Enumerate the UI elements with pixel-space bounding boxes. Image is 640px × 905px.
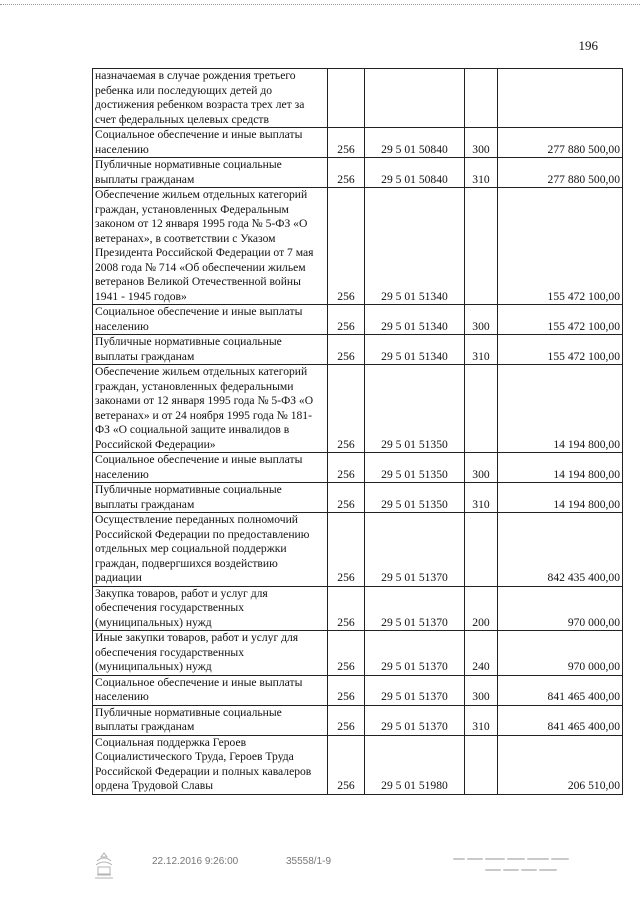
cell-ministry-code: 256 bbox=[328, 705, 365, 735]
budget-table-body bbox=[93, 69, 623, 795]
table-row bbox=[93, 305, 623, 335]
cell-ministry-code: 256 bbox=[328, 335, 365, 365]
cell-expense-type bbox=[465, 735, 498, 794]
cell-ministry-code: 256 bbox=[328, 128, 365, 158]
footer-doc-number: 35558/1-9 bbox=[286, 856, 332, 867]
cell-amount: 842 435 400,00 bbox=[498, 513, 623, 587]
cell-amount: 841 465 400,00 bbox=[498, 675, 623, 705]
cell-name: Социальное обеспечение и иные выплаты населению bbox=[93, 675, 328, 705]
registration-stamp-icon bbox=[452, 852, 572, 876]
cell-amount: 14 194 800,00 bbox=[498, 483, 623, 513]
cell-expense-type: 240 bbox=[465, 631, 498, 676]
cell-target-article: 29 5 01 51340 bbox=[365, 188, 465, 305]
cell-expense-type: 300 bbox=[465, 453, 498, 483]
cell-name: Социальное обеспечение и иные выплаты населению bbox=[93, 128, 328, 158]
cell-expense-type: 310 bbox=[465, 158, 498, 188]
cell-ministry-code: 256 bbox=[328, 188, 365, 305]
cell-ministry-code: 256 bbox=[328, 513, 365, 587]
cell-amount: 155 472 100,00 bbox=[498, 305, 623, 335]
cell-name: назначаемая в случае рождения третьего ребенка или последующих детей до достижения ребенком возраста трех лет за счет федеральных целевых средств bbox=[93, 69, 328, 128]
budget-table bbox=[92, 68, 623, 795]
cell-target-article: 29 5 01 51350 bbox=[365, 365, 465, 453]
cell-amount: 277 880 500,00 bbox=[498, 128, 623, 158]
footer-date: 22.12.2016 9:26:00 bbox=[152, 856, 239, 867]
cell-ministry-code: 256 bbox=[328, 483, 365, 513]
cell-expense-type: 310 bbox=[465, 483, 498, 513]
cell-name: Публичные нормативные социальные выплаты гражданам bbox=[93, 335, 328, 365]
cell-amount: 14 194 800,00 bbox=[498, 365, 623, 453]
cell-expense-type: 300 bbox=[465, 305, 498, 335]
cell-amount: 277 880 500,00 bbox=[498, 158, 623, 188]
cell-amount: 970 000,00 bbox=[498, 586, 623, 631]
cell-expense-type: 200 bbox=[465, 586, 498, 631]
top-scan-line bbox=[0, 4, 640, 5]
table-row bbox=[93, 513, 623, 587]
cell-ministry-code: 256 bbox=[328, 735, 365, 794]
cell-expense-type bbox=[465, 365, 498, 453]
table-row bbox=[93, 69, 623, 128]
table-row bbox=[93, 735, 623, 794]
cell-ministry-code: 256 bbox=[328, 631, 365, 676]
page-number: 196 bbox=[578, 38, 598, 53]
cell-target-article: 29 5 01 51370 bbox=[365, 675, 465, 705]
cell-expense-type bbox=[465, 513, 498, 587]
cell-amount: 14 194 800,00 bbox=[498, 453, 623, 483]
cell-name: Иные закупки товаров, работ и услуг для обеспечения государственных (муниципальных) нужд bbox=[93, 631, 328, 676]
cell-target-article bbox=[365, 69, 465, 128]
cell-target-article: 29 5 01 51340 bbox=[365, 335, 465, 365]
cell-amount: 970 000,00 bbox=[498, 631, 623, 676]
table-row bbox=[93, 705, 623, 735]
cell-target-article: 29 5 01 51980 bbox=[365, 735, 465, 794]
cell-name: Социальное обеспечение и иные выплаты населению bbox=[93, 453, 328, 483]
cell-amount: 155 472 100,00 bbox=[498, 335, 623, 365]
cell-expense-type bbox=[465, 69, 498, 128]
cell-name: Закупка товаров, работ и услуг для обеспечения государственных (муниципальных) нужд bbox=[93, 586, 328, 631]
cell-ministry-code: 256 bbox=[328, 586, 365, 631]
cell-target-article: 29 5 01 50840 bbox=[365, 158, 465, 188]
cell-target-article: 29 5 01 51340 bbox=[365, 305, 465, 335]
table-row bbox=[93, 365, 623, 453]
table-row bbox=[93, 158, 623, 188]
cell-ministry-code: 256 bbox=[328, 675, 365, 705]
cell-name: Публичные нормативные социальные выплаты гражданам bbox=[93, 705, 328, 735]
cell-name: Обеспечение жильем отдельных категорий граждан, установленных Федеральным законом от 12 января 1995 года № 5-ФЗ «О ветеранах», в соответствии с Указом Президента Российской Федерации от 7 мая 2008 года № 714 «Об обеспечении жильем ветеранов Великой Отечественной войны 1941 - 1945 годов» bbox=[93, 188, 328, 305]
cell-amount: 841 465 400,00 bbox=[498, 705, 623, 735]
cell-target-article: 29 5 01 51350 bbox=[365, 483, 465, 513]
cell-target-article: 29 5 01 51350 bbox=[365, 453, 465, 483]
cell-amount: 206 510,00 bbox=[498, 735, 623, 794]
cell-target-article: 29 5 01 50840 bbox=[365, 128, 465, 158]
table-row bbox=[93, 188, 623, 305]
cell-amount bbox=[498, 69, 623, 128]
cell-name: Обеспечение жильем отдельных категорий граждан, установленных федеральными законами от 12 января 1995 года № 5-ФЗ «О ветеранах» и от 24 ноября 1995 года № 181-ФЗ «О социальной защите инвалидов в Российской Федерации» bbox=[93, 365, 328, 453]
cell-amount: 155 472 100,00 bbox=[498, 188, 623, 305]
cell-expense-type: 300 bbox=[465, 675, 498, 705]
cell-expense-type: 310 bbox=[465, 705, 498, 735]
emblem-icon bbox=[93, 851, 115, 881]
table-row bbox=[93, 483, 623, 513]
cell-ministry-code: 256 bbox=[328, 305, 365, 335]
cell-target-article: 29 5 01 51370 bbox=[365, 513, 465, 587]
table-row bbox=[93, 128, 623, 158]
table-row bbox=[93, 586, 623, 631]
cell-target-article: 29 5 01 51370 bbox=[365, 631, 465, 676]
cell-name: Социальное обеспечение и иные выплаты населению bbox=[93, 305, 328, 335]
table-row bbox=[93, 453, 623, 483]
table-row bbox=[93, 631, 623, 676]
cell-ministry-code: 256 bbox=[328, 453, 365, 483]
cell-name: Публичные нормативные социальные выплаты гражданам bbox=[93, 158, 328, 188]
cell-ministry-code: 256 bbox=[328, 158, 365, 188]
cell-target-article: 29 5 01 51370 bbox=[365, 586, 465, 631]
cell-name: Социальная поддержка Героев Социалистического Труда, Героев Труда Российской Федерации и полных кавалеров ордена Трудовой Славы bbox=[93, 735, 328, 794]
cell-ministry-code: 256 bbox=[328, 365, 365, 453]
cell-name: Осуществление переданных полномочий Российской Федерации по предоставлению отдельных мер социальной поддержки граждан, подвергшихся воздействию радиации bbox=[93, 513, 328, 587]
table-row bbox=[93, 335, 623, 365]
table-row bbox=[93, 675, 623, 705]
cell-expense-type: 310 bbox=[465, 335, 498, 365]
cell-target-article: 29 5 01 51370 bbox=[365, 705, 465, 735]
cell-expense-type: 300 bbox=[465, 128, 498, 158]
cell-expense-type bbox=[465, 188, 498, 305]
cell-ministry-code bbox=[328, 69, 365, 128]
cell-name: Публичные нормативные социальные выплаты гражданам bbox=[93, 483, 328, 513]
